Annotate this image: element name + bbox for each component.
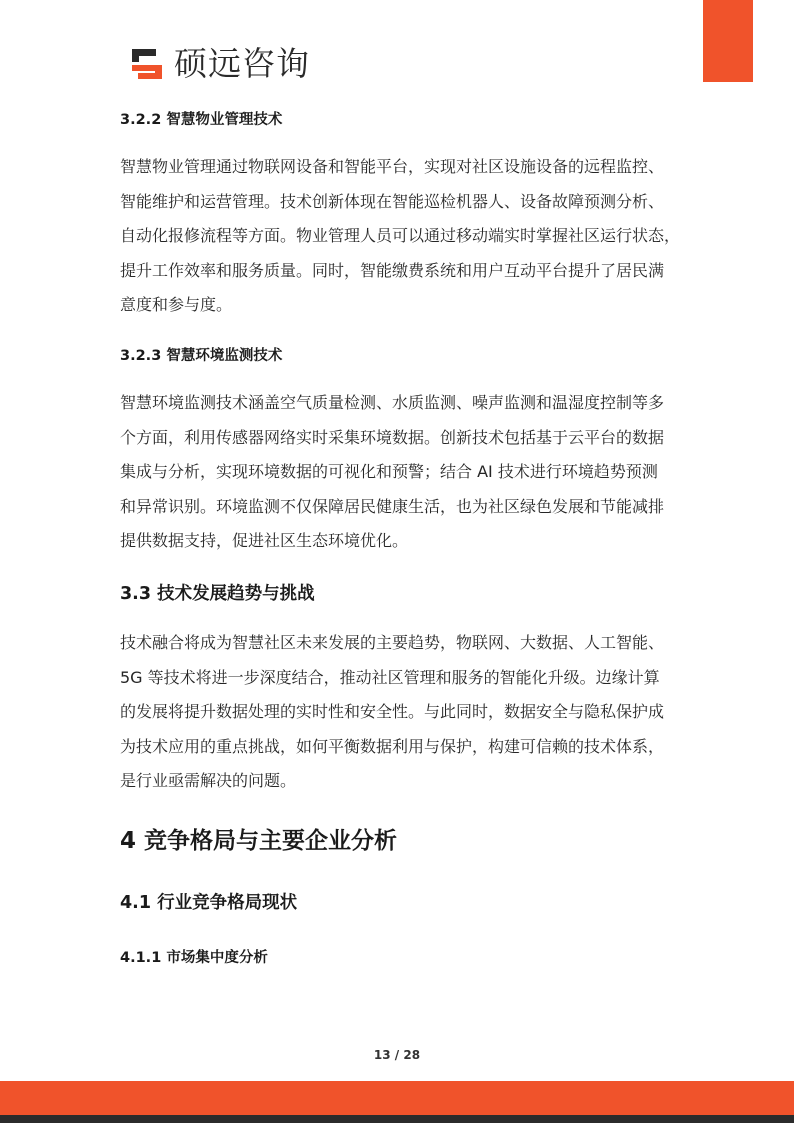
paragraph-line: 提供数据支持，促进社区生态环境优化。 [120, 531, 409, 550]
logo-mark-icon [128, 45, 166, 83]
section-heading-3-3: 3.3 技术发展趋势与挑战 [120, 584, 315, 604]
footer-dark-strip [0, 1115, 794, 1123]
corner-accent-tab [703, 0, 753, 82]
paragraph-line: 技术融合将成为智慧社区未来发展的主要趋势，物联网、大数据、人工智能、 [120, 633, 665, 652]
paragraph-line: 的发展将提升数据处理的实时性和安全性。与此同时，数据安全与隐私保护成 [120, 702, 665, 721]
footer-accent-bar [0, 1081, 794, 1115]
paragraph-line: 意度和参与度。 [120, 295, 233, 314]
section-heading-3-2-3: 3.2.3 智慧环境监测技术 [120, 348, 283, 364]
paragraph-line: 为技术应用的重点挑战，如何平衡数据利用与保护，构建可信赖的技术体系， [120, 736, 665, 756]
paragraph-3-2-3 [120, 386, 680, 559]
paragraph-line: 智慧环境监测技术涵盖空气质量检测、水质监测、噪声监测和温湿度控制等多 [120, 393, 665, 412]
paragraph-line: 集成与分析，实现环境数据的可视化和预警；结合 AI 技术进行环境趋势预测 [120, 462, 658, 481]
paragraph-line: 提升工作效率和服务质量。同时，智能缴费系统和用户互动平台提升了居民满 [120, 260, 665, 280]
section-heading-4-1: 4.1 行业竞争格局现状 [120, 893, 298, 913]
paragraph-line: 智能维护和运营管理。技术创新体现在智能巡检机器人、设备故障预测分析、 [120, 191, 665, 211]
chapter-heading-4: 4 竞争格局与主要企业分析 [120, 828, 398, 854]
logo-text: 硕远咨询 [174, 44, 310, 83]
paragraph-3-2-2 [120, 150, 680, 323]
paragraph-line: 是行业亟需解决的问题。 [120, 771, 297, 790]
paragraph-3-3 [120, 626, 680, 799]
paragraph-line: 个方面，利用传感器网络实时采集环境数据。创新技术包括基于云平台的数据 [120, 427, 665, 447]
company-logo [128, 44, 310, 84]
paragraph-line: 和异常识别。环境监测不仅保障居民健康生活，也为社区绿色发展和节能减排 [120, 496, 665, 516]
section-heading-4-1-1: 4.1.1 市场集中度分析 [120, 950, 268, 966]
section-heading-3-2-2: 3.2.2 智慧物业管理技术 [120, 112, 283, 128]
paragraph-line: 智慧物业管理通过物联网设备和智能平台，实现对社区设施设备的远程监控、 [120, 157, 665, 176]
page-number: 13 / 28 [373, 1048, 421, 1062]
paragraph-line: 自动化报修流程等方面。物业管理人员可以通过移动端实时掌握社区运行状态， [120, 226, 681, 245]
paragraph-line: 5G 等技术将进一步深度结合，推动社区管理和服务的智能化升级。边缘计算 [120, 667, 660, 687]
